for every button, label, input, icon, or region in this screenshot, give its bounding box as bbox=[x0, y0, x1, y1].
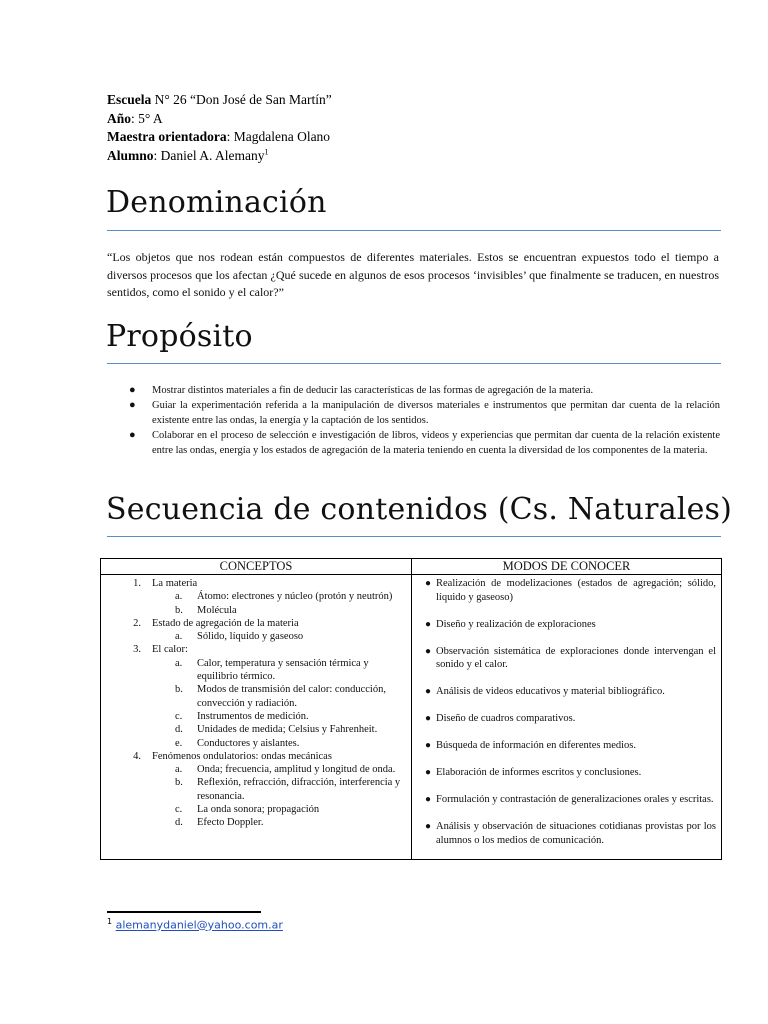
modo-item bbox=[412, 618, 716, 632]
subitem-letter: b. bbox=[175, 604, 183, 616]
subitem-letter: a. bbox=[175, 764, 183, 776]
teacher-label: Maestra orientadora bbox=[107, 129, 227, 144]
modo-item bbox=[412, 712, 716, 726]
column-header-conceptos: CONCEPTOS bbox=[101, 559, 412, 575]
modo-item bbox=[412, 577, 716, 604]
concepts-cell bbox=[101, 575, 412, 860]
proposito-list bbox=[107, 383, 720, 458]
concept-subitem bbox=[101, 816, 411, 829]
school-value: N° 26 “Don José de San Martín” bbox=[151, 92, 332, 107]
modo-item-text: Diseño y realización de exploraciones bbox=[436, 618, 596, 630]
subitem-text: Calor, temperatura y sensación térmica y equilibrio térmico. bbox=[197, 657, 369, 683]
concept-number: 1. bbox=[133, 578, 141, 589]
concept-subitem bbox=[101, 776, 411, 803]
bullet-icon: ● bbox=[425, 794, 432, 805]
subitem-text: La onda sonora; propagación bbox=[197, 804, 320, 816]
concept-item bbox=[101, 617, 411, 630]
subitem-text: Conductores y aislantes. bbox=[197, 737, 300, 749]
bullet-icon: ● bbox=[129, 384, 136, 396]
concept-item bbox=[101, 643, 411, 656]
subitem-letter: c. bbox=[175, 804, 183, 816]
concept-subitem bbox=[101, 763, 411, 776]
table-header-row bbox=[101, 559, 722, 575]
proposito-item-text: Mostrar distintos materiales a fin de deducir las características de las formas de agregación de la materia. bbox=[152, 385, 594, 396]
teacher-value: : Magdalena Olano bbox=[226, 129, 331, 144]
concept-number: 2. bbox=[133, 617, 141, 629]
subitem-text: Onda; frecuencia, amplitud y longitud de onda. bbox=[197, 764, 396, 776]
student-line bbox=[107, 147, 332, 166]
heading-rule bbox=[107, 230, 721, 231]
subitem-letter: a. bbox=[175, 591, 183, 603]
concept-label: La materia bbox=[152, 578, 198, 589]
concept-subitem bbox=[101, 590, 411, 603]
modo-item-text: Análisis de videos educativos y material bibliográfico. bbox=[436, 686, 665, 697]
concept-number: 4. bbox=[133, 750, 141, 762]
subitem-letter: c. bbox=[175, 710, 183, 722]
concept-subitem bbox=[101, 723, 411, 736]
year-line bbox=[107, 110, 332, 129]
school-line bbox=[107, 91, 332, 110]
bullet-icon: ● bbox=[129, 429, 136, 441]
bullet-icon: ● bbox=[425, 740, 432, 751]
concept-item bbox=[101, 577, 411, 590]
subitem-text: Átomo: electrones y núcleo (protón y neutrón) bbox=[197, 591, 393, 603]
concept-label: El calor: bbox=[152, 644, 188, 656]
subitem-text: Molécula bbox=[197, 604, 237, 616]
subitem-text: Efecto Doppler. bbox=[197, 817, 264, 829]
subitem-text: Reflexión, refracción, difracción, interferencia y resonancia. bbox=[197, 777, 401, 802]
bullet-icon: ● bbox=[425, 686, 432, 697]
year-value: : 5° A bbox=[131, 110, 163, 126]
concept-number: 3. bbox=[133, 644, 141, 656]
modo-item-text: Elaboración de informes escritos y conclusiones. bbox=[436, 767, 642, 778]
heading-proposito: Propósito bbox=[106, 319, 253, 354]
subitem-letter: d. bbox=[175, 817, 183, 829]
denominacion-paragraph: “Los objetos que nos rodean están compuestos de diferentes materiales. Estos se encuentran expuestos todo el tiempo a diversos procesos que los afectan ¿Qué sucede en algunos de esos procesos ‘invisibles’ que finalmente se traducen, en nuestros sentidos, como el sonido y el calor?” bbox=[107, 250, 719, 299]
footnote-reference[interactable]: 1 bbox=[264, 147, 269, 156]
footnote bbox=[107, 917, 283, 932]
heading-rule bbox=[107, 536, 721, 537]
concept-subitem bbox=[101, 710, 411, 723]
proposito-item bbox=[107, 383, 720, 398]
modo-item-text: Diseño de cuadros comparativos. bbox=[436, 713, 576, 724]
concept-subitem bbox=[101, 657, 411, 684]
modo-item-text: Realización de modelizaciones (estados de agregación; sólido, líquido y gaseoso) bbox=[436, 578, 716, 603]
modo-item bbox=[412, 820, 716, 847]
subitem-text: Modos de transmisión del calor: conducción, convección y radiación. bbox=[197, 684, 386, 709]
heading-rule bbox=[107, 363, 721, 364]
concept-label: Estado de agregación de la materia bbox=[152, 617, 299, 629]
concept-subitem bbox=[101, 604, 411, 617]
subitem-text: Instrumentos de medición. bbox=[197, 710, 309, 722]
concept-item bbox=[101, 750, 411, 763]
heading-denominacion: Denominación bbox=[106, 185, 327, 220]
subitem-letter: a. bbox=[175, 657, 183, 669]
subitem-letter: b. bbox=[175, 684, 183, 696]
subitem-text: Unidades de medida; Celsius y Fahrenheit. bbox=[197, 724, 378, 736]
modo-item bbox=[412, 685, 716, 699]
bullet-icon: ● bbox=[425, 578, 432, 589]
footnote-separator bbox=[107, 911, 261, 913]
subitem-letter: e. bbox=[175, 737, 183, 749]
modo-item-text: Análisis y observación de situaciones cotidianas provistas por los alumnos o los medios de comunicación. bbox=[436, 821, 716, 846]
heading-secuencia: Secuencia de contenidos (Cs. Naturales) bbox=[106, 492, 733, 527]
bullet-icon: ● bbox=[425, 767, 432, 778]
school-label: Escuela bbox=[107, 92, 152, 107]
email-link[interactable]: alemanydaniel@yahoo.com.ar bbox=[115, 918, 283, 932]
modo-item-text: Búsqueda de información en diferentes medios. bbox=[436, 740, 637, 751]
concepts-list bbox=[101, 575, 411, 844]
modo-item bbox=[412, 739, 716, 753]
contents-table bbox=[100, 558, 722, 860]
footnote-number: 1 bbox=[107, 917, 113, 926]
bullet-icon: ● bbox=[425, 821, 432, 832]
modo-item bbox=[412, 645, 716, 672]
table-row bbox=[101, 575, 722, 860]
proposito-item bbox=[107, 398, 720, 428]
modo-item-text: Observación sistemática de exploraciones donde intervengan el sonido y el calor. bbox=[436, 645, 716, 670]
concept-label: Fenómenos ondulatorios: ondas mecánicas bbox=[152, 750, 332, 762]
concept-subitem bbox=[101, 630, 411, 643]
subitem-letter: a. bbox=[175, 631, 183, 643]
proposito-item bbox=[107, 428, 720, 458]
subitem-letter: b. bbox=[175, 777, 183, 789]
modo-item bbox=[412, 793, 716, 807]
concept-subitem bbox=[101, 683, 411, 710]
student-value: : Daniel A. Alemany bbox=[153, 147, 265, 163]
concept-subitem bbox=[101, 803, 411, 816]
modo-item bbox=[412, 766, 716, 780]
bullet-icon: ● bbox=[425, 618, 432, 630]
column-header-modos: MODOS DE CONOCER bbox=[412, 559, 722, 575]
subitem-text: Sólido, líquido y gaseoso bbox=[197, 631, 304, 643]
subitem-letter: d. bbox=[175, 724, 183, 736]
concept-subitem bbox=[101, 737, 411, 750]
school-info-header bbox=[107, 91, 332, 165]
modo-item-text: Formulación y contrastación de generalizaciones orales y escritas. bbox=[436, 794, 714, 805]
bullet-icon: ● bbox=[425, 645, 432, 657]
proposito-item-text: Guiar la experimentación referida a la manipulación de diversos materiales e instrumentos que permitan dar cuenta de la relación existente entre las ondas, la energía y la captación de los sentidos. bbox=[152, 400, 720, 426]
student-label: Alumno bbox=[107, 147, 154, 163]
proposito-item-text: Colaborar en el proceso de selección e investigación de libros, videos y experiencias que permitan dar cuenta de la relación existente entre las ondas, energía y los estados de agregación de la materia teniendo en cuenta la diversidad de los componentes de la materia. bbox=[152, 430, 720, 456]
modos-cell bbox=[412, 575, 722, 860]
teacher-line bbox=[107, 128, 332, 147]
modos-list bbox=[412, 575, 721, 859]
bullet-icon: ● bbox=[425, 713, 432, 724]
bullet-icon: ● bbox=[129, 399, 136, 411]
year-label: Año bbox=[107, 110, 132, 126]
